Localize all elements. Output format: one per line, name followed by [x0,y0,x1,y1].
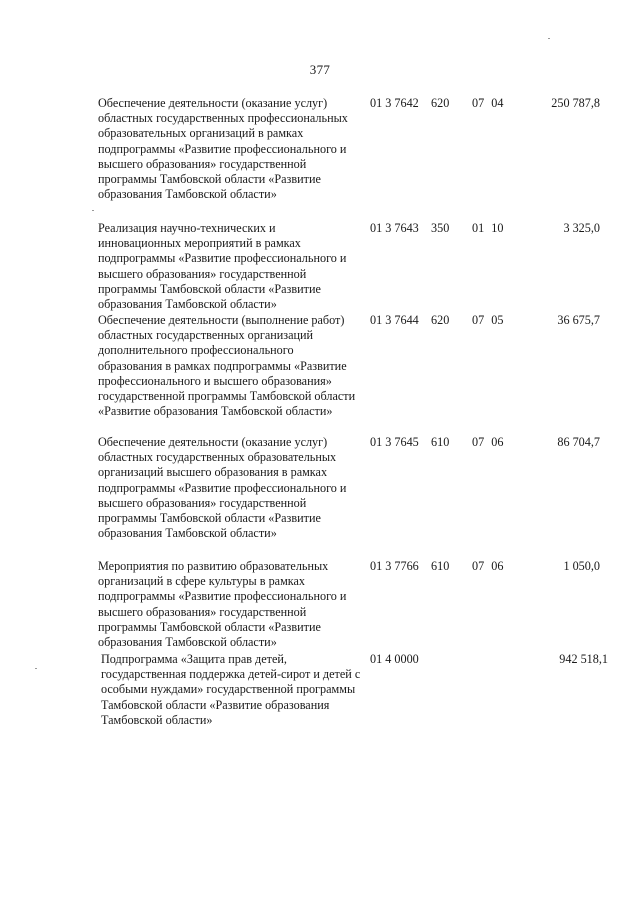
row-target-code: 01 4 0000 [370,652,419,666]
row-amount: 36 675,7 [557,313,600,327]
row-description: Реализация научно-технических и инновационных мероприятий в рамках подпрограммы «Развитие профессионального и высшего образования» государственной программы Тамбовской области «Развитие образования Тамбовской области» [98,221,347,312]
scan-speck [548,38,550,39]
row-section: 07 05 [472,313,504,327]
row-section: 07 06 [472,559,504,573]
page-number: 377 [309,62,331,77]
row-amount: 1 050,0 [563,559,600,573]
row-section: 07 06 [472,435,504,449]
row-expense-type: 610 [431,435,450,449]
row-description: Обеспечение деятельности (оказание услуг) областных государственных профессиональных образовательных организаций в рамках подпрограммы «Развитие профессионального и высшего образования» государственной программы Тамбовской области «Развитие образования Тамбовской области» [98,96,348,202]
row-target-code: 01 3 7643 [370,221,419,235]
row-description: Подпрограмма «Защита прав детей, государственная поддержка детей-сирот и детей с особыми нуждами» государственной программы Тамбовской области «Развитие образования Тамбовской области» [101,652,361,727]
row-section: 07 04 [472,96,504,110]
row-expense-type: 620 [431,96,450,110]
row-description: Мероприятия по развитию образовательных организаций в сфере культуры в рамках подпрограммы «Развитие профессионального и высшего образования» государственной программы Тамбовской области «Развитие образования Тамбовской области» [98,559,347,650]
row-description: Обеспечение деятельности (выполнение работ) областных государственных организаций дополнительного профессионального образования в рамках подпрограммы «Развитие профессионального и высшего образования» государственной программы Тамбовской области «Развитие образования Тамбовской области» [98,313,356,419]
scan-speck [35,668,37,669]
row-target-code: 01 3 7766 [370,559,419,573]
row-description: Обеспечение деятельности (оказание услуг) областных государственных образовательных организаций высшего образования в рамках подпрограммы «Развитие профессионального и высшего образования» государственной программы Тамбовской области «Развитие образования Тамбовской области» [98,435,347,541]
scan-speck [92,210,94,211]
row-amount: 942 518,1 [559,652,608,666]
row-target-code: 01 3 7644 [370,313,419,327]
row-expense-type: 620 [431,313,450,327]
row-amount: 86 704,7 [557,435,600,449]
row-section: 01 10 [472,221,504,235]
row-amount: 3 325,0 [563,221,600,235]
row-amount: 250 787,8 [551,96,600,110]
row-expense-type: 350 [431,221,450,235]
row-target-code: 01 3 7642 [370,96,419,110]
row-expense-type: 610 [431,559,450,573]
row-target-code: 01 3 7645 [370,435,419,449]
